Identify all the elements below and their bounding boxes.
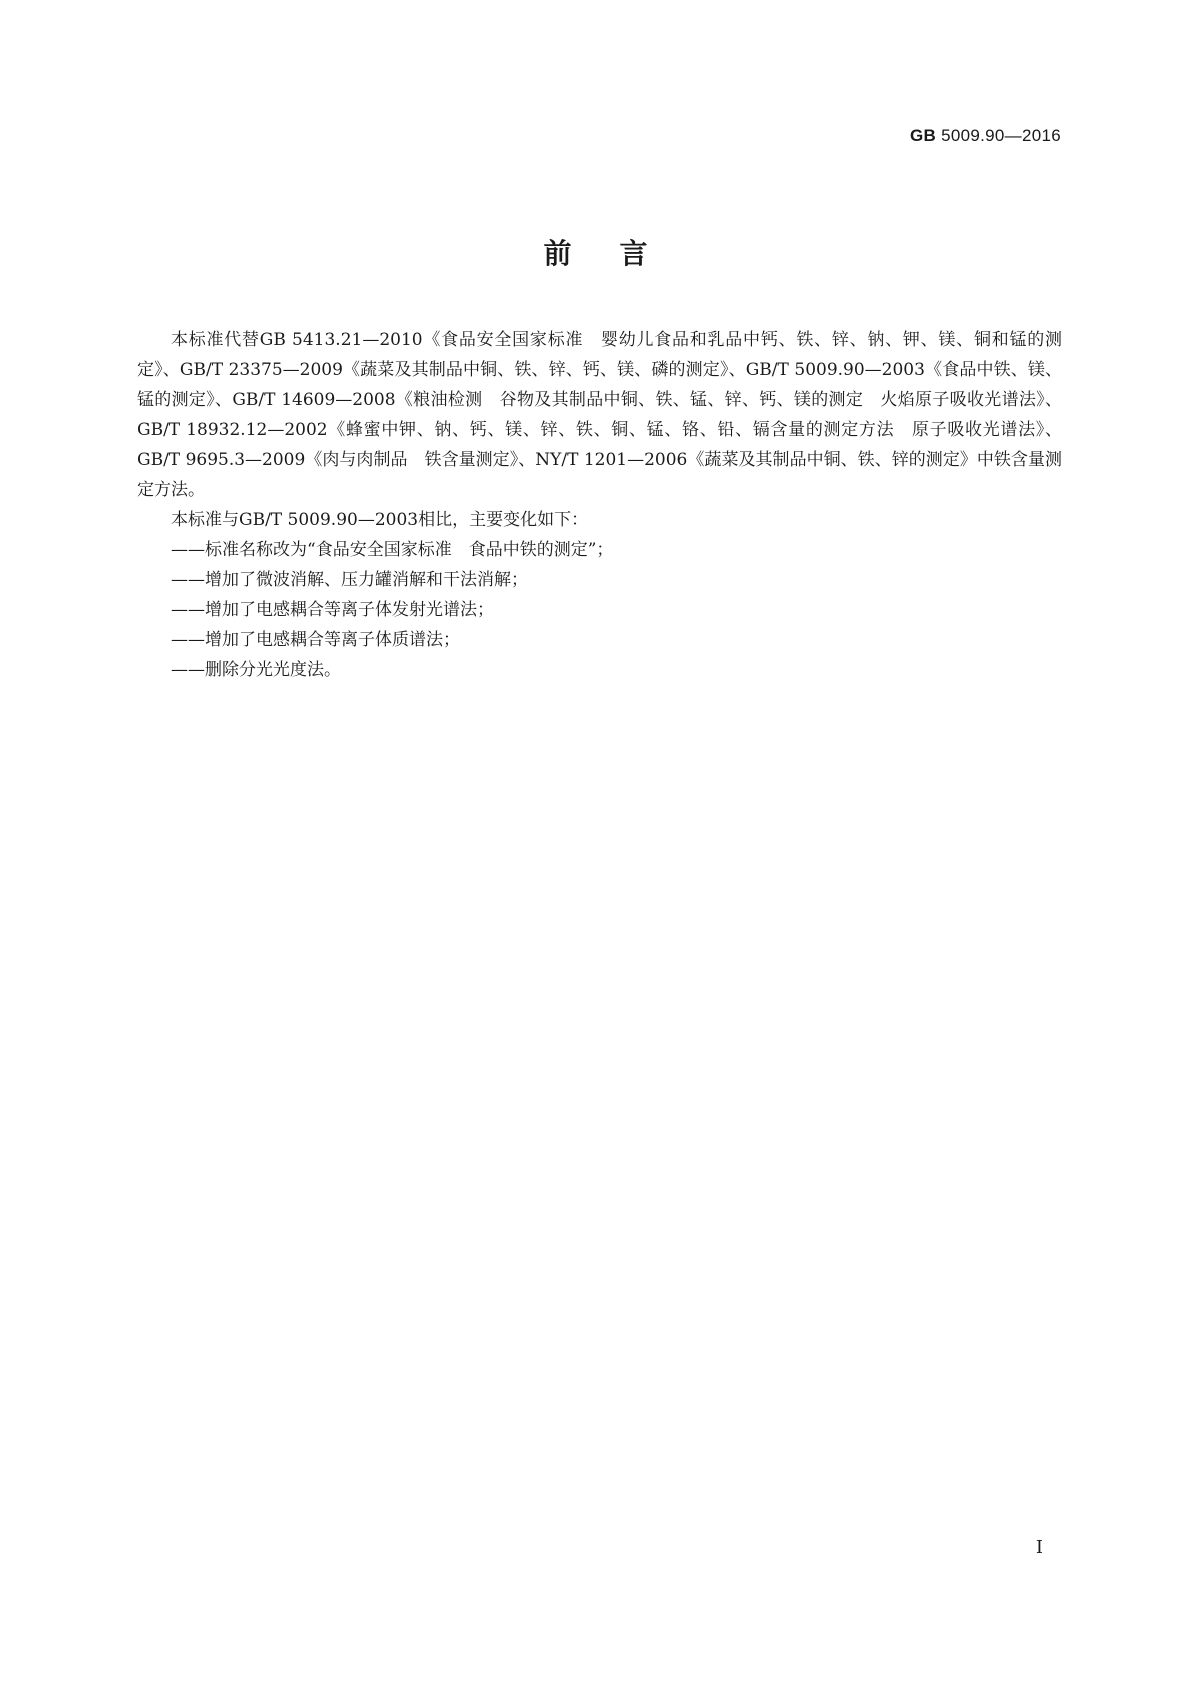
list-item: ——删除分光光度法。 (171, 660, 341, 680)
changes-list (137, 535, 1062, 685)
page-number: I (1035, 1537, 1043, 1558)
standard-prefix: GB (909, 126, 937, 145)
list-item: ——增加了电感耦合等离子体质谱法； (171, 630, 460, 650)
list-item: ——标准名称改为“食品安全国家标准 食品中铁的测定”； (171, 540, 614, 560)
list-item: ——增加了电感耦合等离子体发射光谱法； (171, 600, 494, 620)
list-item: ——增加了微波消解、压力罐消解和干法消解； (171, 570, 528, 590)
changes-intro-paragraph: 本标准与GB/T 5009.90—2003相比，主要变化如下： (171, 510, 589, 530)
standard-number: 5009.90—2016 (941, 126, 1061, 145)
standard-code (910, 126, 1061, 146)
page-title: 前言 (543, 237, 696, 270)
replacement-paragraph: 本标准代替GB 5413.21—2010《食品安全国家标准 婴幼儿食品和乳品中钙、铁、锌、钠、钾、镁、铜和锰的测定》、GB/T 23375—2009《蔬菜及其制品中铜、铁、锌、钙、镁、磷的测定》、GB/T 5009.90—2003《食品中铁、镁、锰的测定》、GB/T 14609—2008《粮油检测 谷物及其制品中铜、铁、锰、锌、钙、镁的测定 火焰原子吸收光谱法》、GB/T 18932.12—2002《蜂蜜中钾、钠、钙、镁、锌、铁、铜、锰、铬、铅、镉含量的测定方法 原子吸收光谱法》、GB/T 9695.3—2009《肉与肉制品 铁含量测定》、NY/T 1201—2006《蔬菜及其制品中铜、铁、锌的测定》中铁含量测定方法。 (137, 330, 1062, 500)
foreword-body (137, 325, 1062, 685)
